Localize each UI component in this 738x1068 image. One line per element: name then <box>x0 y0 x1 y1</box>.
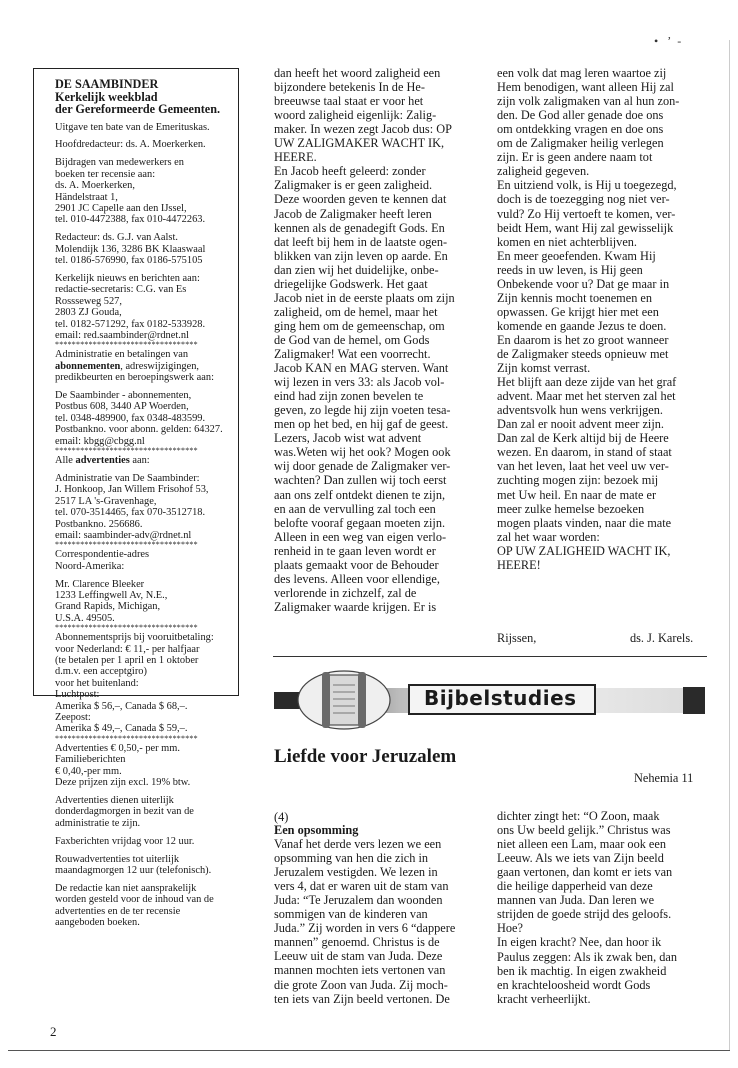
masthead-line: U.S.A. 49505. <box>55 612 115 624</box>
masthead-line: Rouwadvertenties tot uiterlijk <box>55 853 180 865</box>
masthead-line: redactie-secretaris: C.G. van Es <box>55 284 187 296</box>
text-line: eind had zijn zonen bevelen te <box>274 389 424 404</box>
text-line: en krachteloosheid wordt Gods <box>497 977 651 992</box>
text-line: OP UW ZALIGHEID WACHT IK, <box>497 543 671 558</box>
text-line: reeds in uw leven, is Hij geen <box>497 262 643 277</box>
text-line: plaats gemaakt voor de Behouder <box>274 557 439 572</box>
masthead-line: Familieberichten <box>55 754 126 766</box>
masthead-line: 1233 Leffingwell Av, N.E., <box>55 590 168 601</box>
corner-specks: • ʼ - <box>654 34 682 48</box>
text-line: zijn. Er is geen andere naam tot <box>497 150 653 165</box>
text-line: En uitziend volk, is Hij u toegezegd, <box>497 178 677 193</box>
text-line: aan ons zelf ontdekt dienen te zijn, <box>274 487 446 502</box>
text-line: driegelijke Godswerk. Het gaat <box>274 276 428 291</box>
bijbelstudies-banner <box>274 663 708 735</box>
masthead-line: Redacteur: ds. G.J. van Aalst. <box>55 232 178 244</box>
text-line: sommigen van de kinderen van <box>274 907 428 922</box>
scroll-icon <box>294 667 394 733</box>
text-line: Dan zal de Kerk altijd bij de Heere <box>497 431 669 446</box>
masthead-line: email: red.saambinder@rdnet.nl <box>55 329 189 341</box>
text-line: Paulus zeggen: Als ik zwak ben, dan <box>497 949 677 964</box>
masthead-title-line: Kerkelijk weekblad <box>55 89 158 104</box>
text-line: breeuwse taal staat er voor het <box>274 94 424 109</box>
text-line: Zaligmaker waarde krijgen. Er is <box>274 599 437 614</box>
masthead-line: ds. A. Moerkerken, <box>55 180 135 192</box>
masthead-line: Postbankno. voor abonn. gelden: 64327. <box>55 424 223 436</box>
text-line: mannen” genoemd. Christus is de <box>274 935 440 950</box>
text-line: Zijn komst verrast. <box>497 361 591 376</box>
masthead-line: boeken ter recensie aan: <box>55 168 156 180</box>
masthead-line: Luchtpost: <box>55 689 100 701</box>
masthead-line: Faxberichten vrijdag voor 12 uur. <box>55 835 195 847</box>
text-line: wij lezen in vers 33: als Jacob vol- <box>274 375 445 390</box>
text-line: Hem benodigen, want alleen Hij zal <box>497 80 674 95</box>
text-line: zijn volk zaligmaken van al hun zon- <box>497 94 680 109</box>
text-line: wij door genade de Zaligmaker ver- <box>274 459 451 474</box>
masthead-line: 2901 JC Capelle aan den IJssel, <box>55 202 187 214</box>
text-line: van het leven, laat het veel uw ver- <box>497 459 669 474</box>
masthead-line: aangeboden boeken. <box>55 917 140 928</box>
text-line: doch is de toezegging nog niet ver- <box>497 192 670 207</box>
masthead-title-line: DE SAAMBINDER <box>55 77 159 91</box>
masthead-line: (te betalen per 1 april en 1 oktober <box>55 655 199 666</box>
study-subheading: Een opsomming <box>274 823 359 837</box>
text-line: En meer geoefenden. Kwam Hij <box>497 248 656 263</box>
masthead-line: advertenties en de ter recensie <box>55 905 181 917</box>
text-line: HEERE. <box>274 150 317 165</box>
text-line: blikken van zijn leven op aarde. En <box>274 248 448 263</box>
text-line: bijzondere betekenis In de He- <box>274 80 425 95</box>
text-line: zaligheid, om de hemel, maar het <box>274 304 438 319</box>
text-line: HEERE! <box>497 557 541 572</box>
masthead-line: Händelstraat 1, <box>55 191 118 203</box>
masthead-line: Uitgave ten bate van de Emerituskas. <box>55 121 210 133</box>
masthead-line: Administratie en betalingen van <box>55 349 189 361</box>
text-line: Hoe? <box>497 921 523 936</box>
masthead-line: € 0,40,-per mm. <box>55 765 122 777</box>
text-line: meer zulke hemelse bezoeken <box>497 501 645 516</box>
text-line: den. De God aller genade doe ons <box>497 108 664 123</box>
masthead-line: tel. 070-3514465, fax 070-3512718. <box>55 507 206 519</box>
text-line: Zijn kennis mocht toenemen en <box>497 290 653 305</box>
text-line: dat leeft bij hem in de laatste ogen- <box>274 234 448 249</box>
text-line: kennen als de genadegift Gods. En <box>274 220 445 235</box>
text-line: woord zaligheid eigenlijk: Zalig- <box>274 108 437 123</box>
text-line: dichter zingt het: “O Zoon, maak <box>497 809 660 823</box>
masthead-line: Mr. Clarence Bleeker <box>55 578 145 590</box>
star-separator: ********************************** <box>55 446 198 455</box>
masthead-line: worden gesteld voor de inhoud van de <box>55 894 214 906</box>
text-line: zuchting mogen zijn: bezoek mij <box>497 473 659 488</box>
text-line: dan zien wij het duidelijke, onbe- <box>274 262 439 277</box>
signature-place: Rijssen, <box>497 631 537 645</box>
text-line: mogen plaats vinden, naar die mate <box>497 515 672 530</box>
masthead-line: Kerkelijk nieuws en berichten aan: <box>55 272 200 284</box>
text-line: verlorende in zichzelf, zal de <box>274 585 417 600</box>
text-line: zal het waar worden: <box>497 529 600 544</box>
text-line: En daarom is het zo groot wanneer <box>497 332 669 347</box>
text-line: Jacob KAN en MAG sterven. Want <box>274 361 449 376</box>
text-line: wachten? Dan zullen wij toch eerst <box>274 473 447 488</box>
text-line: een volk dat mag leren waartoe zij <box>497 66 667 80</box>
banner-label: Bijbelstudies <box>424 686 577 710</box>
text-line: met Uw heil. En naar de mate er <box>497 487 657 502</box>
text-line: Vanaf het derde vers lezen we een <box>274 837 442 851</box>
text-line: Het blijft aan deze zijde van het graf <box>497 375 677 390</box>
text-line: Jacob de Zaligmaker heeft leren <box>274 206 432 221</box>
text-line: Zaligmaker is er geen zaligheid. <box>274 178 433 193</box>
text-line: Juda: “Te Jeruzalem dan woonden <box>274 893 443 908</box>
study-reference: Nehemia 11 <box>634 771 694 785</box>
text-line: advent. Maar met het sterven zal het <box>497 389 676 404</box>
banner-end-block <box>683 687 705 714</box>
star-separator: ********************************** <box>55 623 198 633</box>
text-line: renheid in te gaan leven wordt er <box>274 543 436 558</box>
text-line: UW ZALIGMAKER WACHT IK, <box>274 136 445 151</box>
masthead-line: tel. 010-4472388, fax 010-4472263. <box>55 214 206 226</box>
text-line: belofte vooraf gegaan moeten zijn. <box>274 515 446 530</box>
text-line: Leeuw. Als we iets van Zijn beeld <box>497 851 664 866</box>
text-line: komende en gaande Jezus te doen. <box>497 318 667 333</box>
study-number: (4) <box>274 810 289 824</box>
star-separator: ********************************** <box>55 540 198 550</box>
masthead-line: Grand Rapids, Michigan, <box>55 601 161 613</box>
star-separator: ********************************** <box>55 340 198 350</box>
masthead-line: d.m.v. een acceptgiro) <box>55 666 147 678</box>
text-line: ten iets van Zijn beeld vertonen. De <box>274 991 450 1006</box>
masthead-line: 2517 LA 's-Gravenhage, <box>55 495 157 507</box>
masthead-line: tel. 0186-576990, fax 0186-575105 <box>55 255 203 266</box>
text-line: beidt Hem, want Hij zal gewisselijk <box>497 220 674 235</box>
masthead-line: Postbankno. 256686. <box>55 518 143 530</box>
masthead-title-line: der Gereformeerde Gemeenten. <box>55 102 221 116</box>
text-line: vuld? Zo Hij vertoeft te komen, ver- <box>497 206 676 221</box>
text-line: Deze woorden geven te kennen dat <box>274 192 447 207</box>
text-line: Juda.” Zij worden in vers 6 “dappere <box>274 921 456 936</box>
page-number: 2 <box>50 1024 57 1039</box>
masthead-line: abonnementen, adreswijzigingen, <box>55 360 200 372</box>
masthead-line: Amerika $ 49,–, Canada $ 59,–. <box>55 723 188 735</box>
masthead-line: Correspondentie-adres <box>55 549 150 561</box>
text-line: zaligheid gegeven. <box>497 164 590 179</box>
text-line: Dan zal er nooit advent meer zijn. <box>497 417 664 432</box>
masthead-line: administratie te zijn. <box>55 817 141 829</box>
masthead-line: email: kbgg@cbgg.nl <box>55 435 145 447</box>
text-line: om ontdekking vragen en doe ons <box>497 122 664 137</box>
masthead-line: Administratie van De Saambinder: <box>55 472 200 484</box>
text-line: om de Zaligmaker heilig verlegen <box>497 136 664 151</box>
signature-author: ds. J. Karels. <box>630 631 694 645</box>
masthead-line: J. Honkoop, Jan Willem Frisohof 53, <box>55 484 209 496</box>
masthead-line: tel. 0348-489900, fax 0348-483599. <box>55 412 206 424</box>
text-line: Leeuw uit de stam van Juda. Deze <box>274 949 443 964</box>
text-line: de God van de hemel, om Gods <box>274 332 430 347</box>
masthead-line: maandagmorgen 12 uur (telefonisch). <box>55 864 212 876</box>
text-line: mannen mochten iets vertonen van <box>274 963 446 978</box>
masthead-line: Zeepost: <box>55 712 91 723</box>
star-separator: ********************************** <box>55 733 198 743</box>
text-line: des levens. Alleen voor ellendige, <box>274 571 440 586</box>
text-line: ben ik machtig. In eigen zwakheid <box>497 963 667 978</box>
text-line: mannen van Juda. Dan leren we <box>497 893 655 908</box>
text-line: was.Weten wij het ook? Mogen ook <box>274 445 451 460</box>
text-line: Zaligmaker! Wat een voorrecht. <box>274 347 431 361</box>
masthead-line: Abonnementsprijs bij vooruitbetaling: <box>55 632 214 644</box>
masthead-line: Molendijk 136, 3286 BK Klaaswaal <box>55 243 206 255</box>
masthead-line: Hoofdredacteur: ds. A. Moerkerken. <box>55 139 206 151</box>
masthead-line: Noord-Amerika: <box>55 560 125 572</box>
masthead-line: voor Nederland: € 11,- per halfjaar <box>55 643 200 655</box>
text-line: kracht verheerlijkt. <box>497 991 591 1006</box>
masthead-line: Postbus 608, 3440 AP Woerden, <box>55 401 189 413</box>
text-line: gaan vertonen, dan komt er iets van <box>497 865 673 880</box>
text-line: komen en niet achterblijven. <box>497 234 637 249</box>
text-line: ging hem om de gemeenschap, om <box>274 318 445 333</box>
masthead-line: De Saambinder - abonnementen, <box>55 390 192 401</box>
text-line: adventsvolk hun wens verkrijgen. <box>497 403 663 418</box>
text-line: dan heeft het woord zaligheid een <box>274 66 441 80</box>
masthead-line: Bijdragen van medewerkers en <box>55 157 184 169</box>
text-line: opsomming van hen die zich in <box>274 851 429 866</box>
right-scan-edge <box>729 40 730 1050</box>
text-line: ons Uw beeld gelijk.” Christus was <box>497 823 671 838</box>
masthead-line: email: saambinder-adv@rdnet.nl <box>55 529 192 541</box>
masthead-line: Advertenties dienen uiterlijk <box>55 794 174 806</box>
text-line: niet alleen een Lam, maar ook een <box>497 837 666 852</box>
text-line: maker. In wezen zegt Jacob dus: OP <box>274 122 452 137</box>
text-line: de Zaligmaker steeds opnieuw met <box>497 347 669 361</box>
masthead-line: De redactie kan niet aansprakelijk <box>55 882 197 894</box>
text-line: Jacob niet in de eerste plaats om zijn <box>274 290 455 305</box>
masthead-line: predikbeurten en beroepingswerk aan: <box>55 372 214 384</box>
masthead-box <box>33 68 239 928</box>
text-line: Lezers, Jacob wist wat advent <box>274 431 422 446</box>
masthead-line: Rossseweg 527, <box>55 295 122 307</box>
text-line: Alleen in een weg van eigen verlo- <box>274 529 447 544</box>
text-line: Onbekende voor u? Dat ge maar in <box>497 276 670 291</box>
text-line: men op het bed, en hij gaf de geest. <box>274 417 449 432</box>
masthead-line: Advertenties € 0,50,- per mm. <box>55 742 180 754</box>
masthead-line: 2803 ZJ Gouda, <box>55 307 122 319</box>
text-line: strijden de goede strijd des geloofs. <box>497 907 672 922</box>
masthead-line: Alle advertenties aan: <box>55 455 150 466</box>
text-line: die grote Zoon van Juda. Zij moch- <box>274 977 448 992</box>
study-title: Liefde voor Jeruzalem <box>274 746 457 767</box>
masthead-line: Deze prijzen zijn excl. 19% btw. <box>55 777 191 788</box>
text-line: geven, zo legde hij zijn voeten tesa- <box>274 403 451 418</box>
text-line: wezen. En daarom, in stand of staat <box>497 445 672 460</box>
text-line: Jeruzalem vestigden. We lezen in <box>274 865 438 880</box>
text-line: vers 4, dat er waren uit de stam van <box>274 879 449 894</box>
masthead-line: Amerika $ 56,–, Canada $ 68,–. <box>55 700 188 712</box>
text-line: die heilige dapperheid van deze <box>497 879 653 894</box>
masthead-line: tel. 0182-571292, fax 0182-533928. <box>55 318 206 330</box>
bottom-scan-edge <box>8 1050 730 1051</box>
masthead-line: voor het buitenland: <box>55 677 139 689</box>
section-divider <box>273 656 707 657</box>
text-line: opwassen. Ge krijgt hier met een <box>497 304 659 319</box>
masthead-line: donderdagmorgen in bezit van de <box>55 806 194 818</box>
text-line: In eigen kracht? Nee, dan hoor ik <box>497 935 662 950</box>
text-line: en aan de vervulling zal toch een <box>274 501 436 516</box>
text-line: En Jacob heeft geleerd: zonder <box>274 164 426 179</box>
